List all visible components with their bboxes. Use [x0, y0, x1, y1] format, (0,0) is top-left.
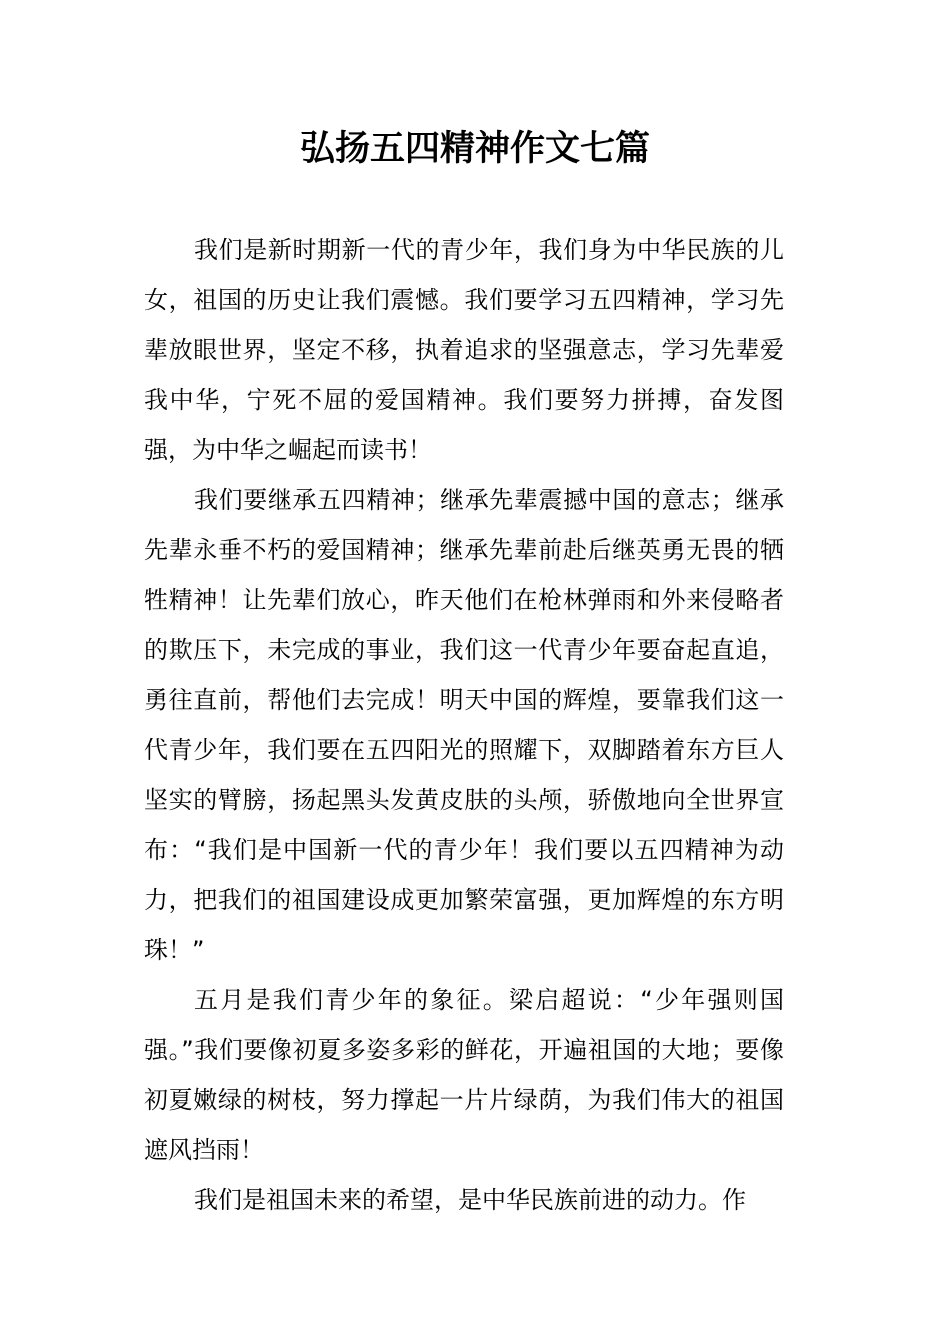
paragraph-1: 我们是新时期新一代的青少年，我们身为中华民族的儿女，祖国的历史让我们震憾。我们要学习五四精神，学习先辈放眼世界，坚定不移，执着追求的坚强意志，学习先辈爱我中华，宁死不屈的爱国精神。我们要努力拼搏，奋发图强，为中华之崛起而读书！	[144, 236, 784, 464]
paragraph-3: 五月是我们青少年的象征。梁启超说：“少年强则国强。”我们要像初夏多姿多彩的鲜花，开遍祖国的大地；要像初夏嫩绿的树枝，努力撑起一片片绿荫，为我们伟大的祖国遮风挡雨！	[144, 986, 784, 1164]
document-body	[144, 225, 784, 1225]
paragraph-2: 我们要继承五四精神；继承先辈震撼中国的意志；继承先辈永垂不朽的爱国精神；继承先辈前赴后继英勇无畏的牺牲精神！让先辈们放心，昨天他们在枪林弹雨和外来侵略者的欺压下，未完成的事业，我们这一代青少年要奋起直追，勇往直前，帮他们去完成！明天中国的辉煌，要靠我们这一代青少年，我们要在五四阳光的照耀下，双脚踏着东方巨人坚实的臂膀，扬起黑头发黄皮肤的头颅，骄傲地向全世界宣布：“我们是中国新一代的青少年！我们要以五四精神为动力，把我们的祖国建设成更加繁荣富强，更加辉煌的东方明珠！”	[144, 486, 784, 964]
paragraph-4: 我们是祖国未来的希望，是中华民族前进的动力。作	[194, 1186, 746, 1214]
document-title: 弘扬五四精神作文七篇	[299, 129, 650, 169]
